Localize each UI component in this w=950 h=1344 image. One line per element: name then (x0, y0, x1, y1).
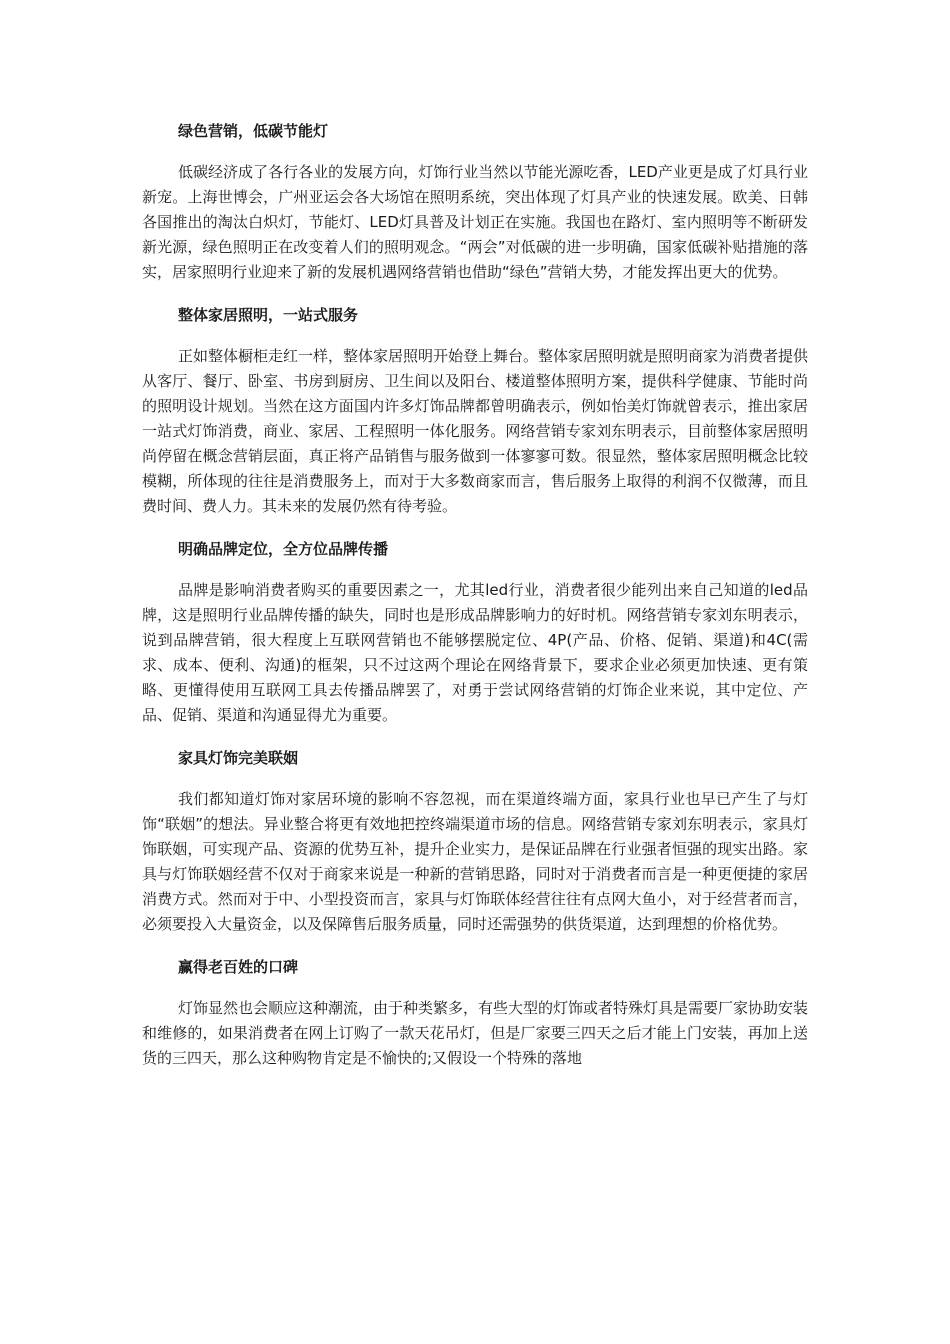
section-heading: 绿色营销，低碳节能灯 (178, 122, 329, 140)
section-paragraph: 正如整体橱柜走红一样，整体家居照明开始登上舞台。整体家居照明就是照明商家为消费者提供从客厅、餐厅、卧室、书房到厨房、卫生间以及阳台、楼道整体照明方案，提供科学健康、节能时尚的照明设计规划。当然在这方面国内许多灯饰品牌都曾明确表示，例如怡美灯饰就曾表示，推出家居一站式灯饰消费，商业、家居、工程照明一体化服务。网络营销专家刘东明表示，目前整体家居照明尚停留在概念营销层面，真正将产品销售与服务做到一体寥寥可数。很显然，整体家居照明概念比较模糊，所体现的往往是消费服务上，而对于大多数商家而言，售后服务上取得的利润不仅微薄，而且费时间、费人力。其未来的发展仍然有待考验。 (142, 347, 809, 515)
section-green-marketing (142, 118, 808, 285)
section-heading: 明确品牌定位，全方位品牌传播 (178, 540, 389, 558)
section-whole-home-lighting (142, 302, 808, 519)
section-furniture-lighting (142, 745, 808, 937)
document-page (142, 118, 808, 1088)
section-heading: 家具灯饰完美联姻 (178, 749, 299, 767)
section-word-of-mouth (142, 954, 808, 1071)
section-paragraph: 低碳经济成了各行各业的发展方向，灯饰行业当然以节能光源吃香，LED产业更是成了灯具行业新宠。上海世博会，广州亚运会各大场馆在照明系统，突出体现了灯具产业的快速发展。欧美、日韩各国推出的淘汰白炽灯，节能灯、LED灯具普及计划正在实施。我国也在路灯、室内照明等不断研发新光源，绿色照明正在改变着人们的照明观念。“两会”对低碳的进一步明确，国家低碳补贴措施的落实，居家照明行业迎来了新的发展机遇网络营销也借助“绿色”营销大势，才能发挥出更大的优势。 (142, 163, 808, 281)
section-paragraph: 灯饰显然也会顺应这种潮流，由于种类繁多，有些大型的灯饰或者特殊灯具是需要厂家协助安装和维修的，如果消费者在网上订购了一款天花吊灯，但是厂家要三四天之后才能上门安装，再加上送货的三四天，那么这种购物肯定是不愉快的;又假设一个特殊的落地 (142, 999, 809, 1067)
section-paragraph: 我们都知道灯饰对家居环境的影响不容忽视，而在渠道终端方面，家具行业也早已产生了与灯饰“联姻”的想法。异业整合将更有效地把控终端渠道市场的信息。网络营销专家刘东明表示，家具灯饰联姻，可实现产品、资源的优势互补，提升企业实力，是保证品牌在行业强者恒强的现实出路。家具与灯饰联姻经营不仅对于商家来说是一种新的营销思路，同时对于消费者而言是一种更便捷的家居消费方式。然而对于中、小型投资而言，家具与灯饰联体经营往往有点网大鱼小，对于经营者而言，必须要投入大量资金，以及保障售后服务质量，同时还需强势的供货渠道，达到理想的价格优势。 (142, 790, 808, 933)
section-heading: 赢得老百姓的口碑 (178, 958, 299, 976)
section-brand-positioning (142, 536, 808, 728)
section-heading: 整体家居照明，一站式服务 (178, 306, 359, 324)
section-paragraph: 品牌是影响消费者购买的重要因素之一，尤其led行业，消费者很少能列出来自己知道的led品牌，这是照明行业品牌传播的缺失，同时也是形成品牌影响力的好时机。网络营销专家刘东明表示，说到品牌营销，很大程度上互联网营销也不能够摆脱定位、4P(产品、价格、促销、渠道)和4C(需求、成本、便利、沟通)的框架，只不过这两个理论在网络背景下，要求企业必须更加快速、更有策略、更懂得使用互联网工具去传播品牌罢了，对勇于尝试网络营销的灯饰企业来说，其中定位、产品、促销、渠道和沟通显得尤为重要。 (142, 581, 808, 724)
